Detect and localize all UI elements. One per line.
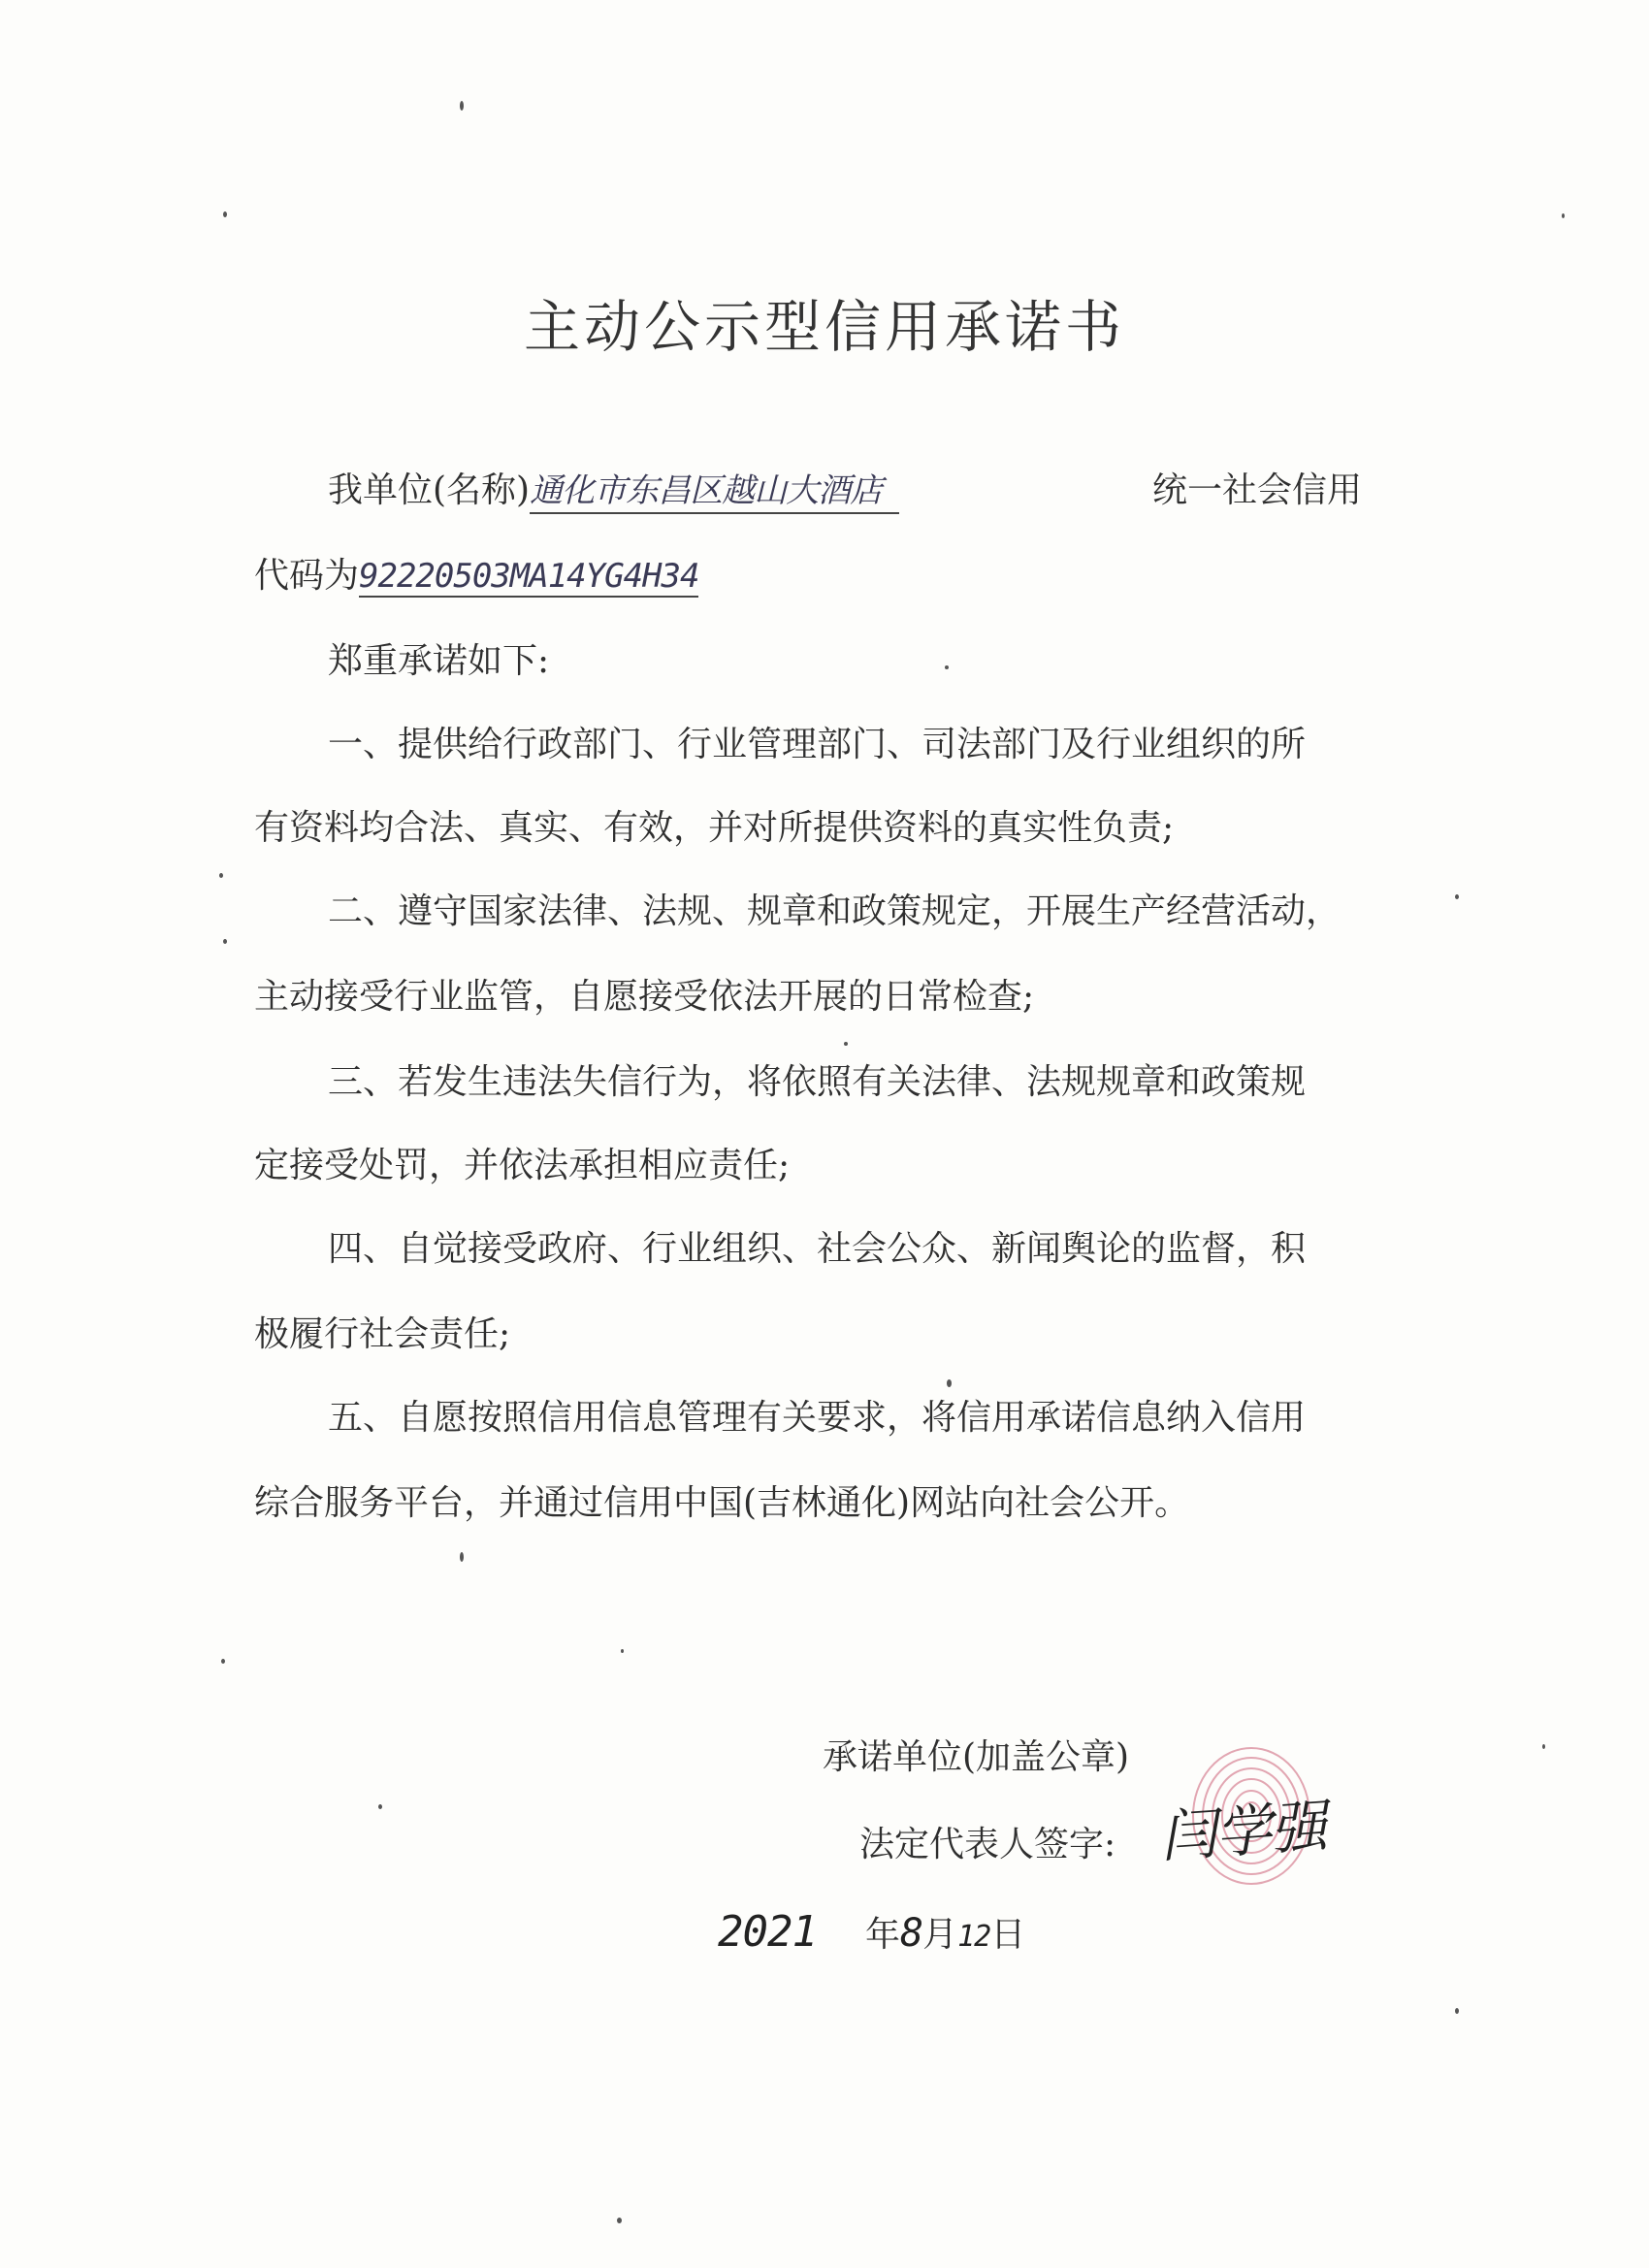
scan-speck — [947, 1379, 952, 1387]
item-3-line-2: 定接受处罚，并依法承担相应责任; — [254, 1146, 791, 1185]
scan-speck — [1542, 1744, 1545, 1749]
scan-speck — [223, 211, 227, 217]
handwritten-signature: 闫学强 — [1157, 1793, 1329, 1870]
scan-speck — [1455, 2008, 1459, 2014]
commit-unit-label: 承诺单位(加盖公章) — [823, 1737, 1130, 1777]
item-1-line-1: 一、提供给行政部门、行业管理部门、司法部门及行业组织的所 — [328, 725, 1307, 764]
scan-speck — [844, 1042, 848, 1046]
scan-speck — [1455, 894, 1459, 899]
credit-label-suffix: 统一社会信用 — [1152, 470, 1363, 510]
item-2-line-1: 二、遵守国家法律、法规、规章和政策规定，开展生产经营活动， — [328, 891, 1342, 931]
scan-speck — [621, 1649, 624, 1653]
scan-speck — [223, 939, 227, 944]
scan-speck — [1562, 213, 1565, 218]
scan-speck — [378, 1804, 382, 1809]
item-5-line-1: 五、自愿按照信用信息管理有关要求，将信用承诺信息纳入信用 — [328, 1398, 1307, 1438]
intro-line-1 — [328, 470, 899, 512]
intro-line-2 — [254, 555, 698, 598]
promise-intro: 郑重承诺如下: — [328, 641, 550, 681]
year-suffix: 年 — [864, 1915, 900, 1955]
scan-speck — [460, 101, 464, 111]
date-month-handwritten: 8 — [899, 1911, 923, 1956]
scan-speck — [945, 665, 949, 669]
date-line — [718, 1907, 1026, 1959]
item-4-line-1: 四、自觉接受政府、行业组织、社会公众、新闻舆论的监督，积 — [328, 1229, 1307, 1269]
item-1-line-2: 有资料均合法、真实、有效，并对所提供资料的真实性负责; — [254, 808, 1175, 848]
date-day-handwritten: 12 — [957, 1920, 991, 1954]
credit-code-handwritten: 92220503MA14YG4H34 — [359, 557, 699, 596]
unit-name-handwritten: 通化市东昌区越山大酒店 — [530, 471, 899, 514]
scan-speck — [617, 2218, 622, 2223]
legal-rep-label: 法定代表人签字: — [859, 1825, 1116, 1864]
scan-speck — [219, 873, 223, 878]
item-4-line-2: 极履行社会责任; — [254, 1314, 511, 1354]
day-suffix: 日 — [990, 1915, 1026, 1955]
item-5-line-2: 综合服务平台，并通过信用中国(吉林通化)网站向社会公开。 — [254, 1483, 1190, 1523]
date-year-handwritten: 2021 — [718, 1907, 817, 1957]
document-title: 主动公示型信用承诺书 — [523, 294, 1125, 360]
month-suffix: 月 — [922, 1915, 958, 1955]
scan-speck — [460, 1552, 464, 1562]
scan-speck — [221, 1659, 225, 1664]
item-3-line-1: 三、若发生违法失信行为，将依照有关法律、法规规章和政策规 — [328, 1062, 1307, 1102]
name-label: 我单位(名称) — [328, 470, 531, 510]
code-label: 代码为 — [254, 556, 360, 596]
item-2-line-2: 主动接受行业监管，自愿接受依法开展的日常检查; — [254, 977, 1035, 1017]
